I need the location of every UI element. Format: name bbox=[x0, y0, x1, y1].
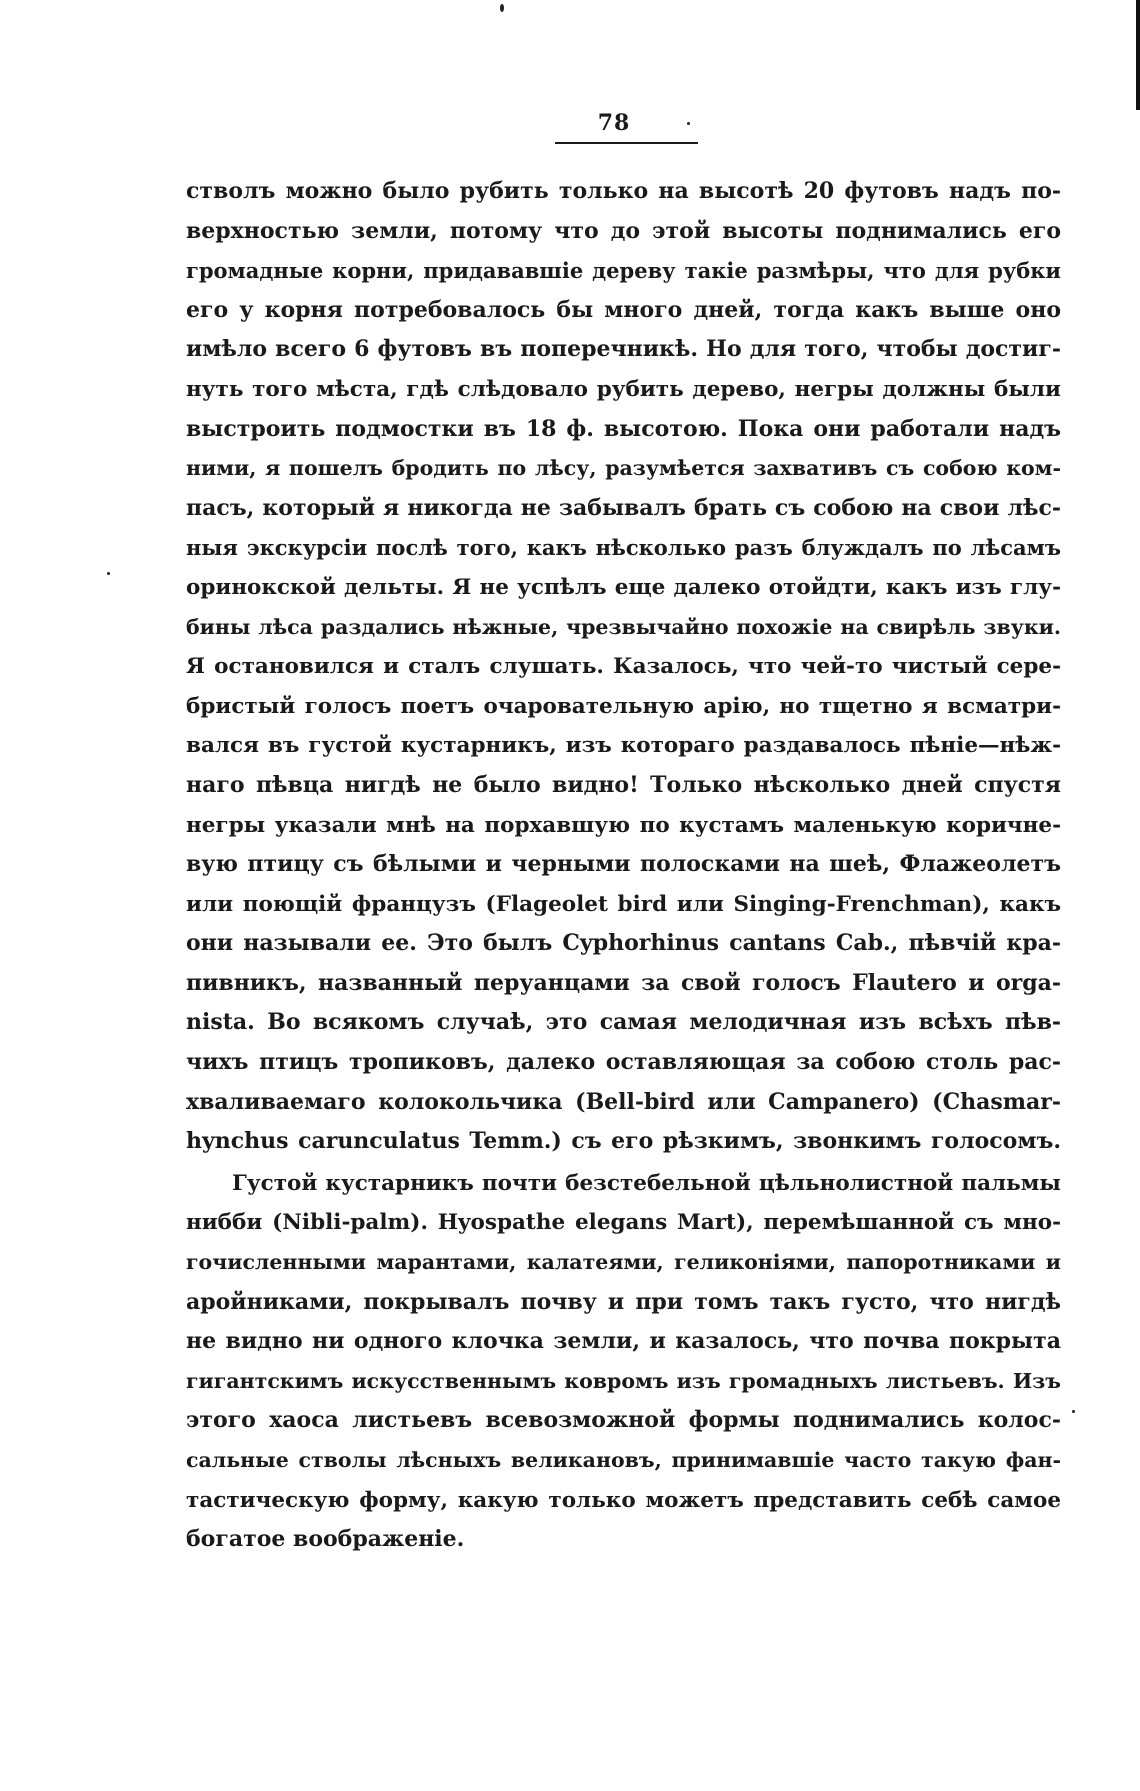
text-line: этого хаоса листьевъ всевозможной формы поднимались колос- bbox=[186, 1407, 1061, 1434]
text-line: гигантскимъ искусственнымъ ковромъ изъ громадныхъ листьевъ. Изъ bbox=[186, 1368, 1061, 1393]
text-line: громадные корни, придававшіе дереву такіе размѣры, что для рубки bbox=[186, 258, 1061, 284]
text-line: оринокской дельты. Я не успѣлъ еще далеко отойдти, какъ изъ глу- bbox=[186, 574, 1061, 600]
body-text bbox=[186, 172, 1061, 1560]
text-line: выстроить подмостки въ 18 ф. высотою. Пока они работали надъ bbox=[186, 415, 1061, 442]
text-line: верхностью земли, потому что до этой высоты поднимались его bbox=[186, 217, 1061, 244]
text-line: имѣло всего 6 футовъ въ поперечникѣ. Но для того, чтобы достиг- bbox=[186, 336, 1061, 363]
text-line: ними, я пошелъ бродить по лѣсу, разумѣется захвативъ съ собою ком- bbox=[186, 456, 1061, 481]
text-line: тастическую форму, какую только можетъ представить себѣ самое bbox=[186, 1487, 1061, 1513]
text-line: Густой кустарникъ почти безстебельной цѣльнолистной пальмы bbox=[232, 1170, 1061, 1196]
text-line: вался въ густой кустарникъ, изъ котораго раздавалось пѣніе—нѣж- bbox=[186, 733, 1061, 759]
text-line: чихъ птицъ тропиковъ, далеко оставляющая за собою столь рас- bbox=[186, 1049, 1061, 1076]
text-line: не видно ни одного клочка земли, и казалось, что почва покрыта bbox=[186, 1328, 1061, 1355]
scan-speck bbox=[500, 4, 504, 12]
binding-edge bbox=[1122, 0, 1140, 110]
text-line: пивникъ, названный перуанцами за свой голосъ Flautero и orga- bbox=[186, 969, 1061, 996]
paragraph bbox=[186, 172, 1061, 1162]
text-line: хваливаемаго колокольчика (Bell-bird или Campanero) (Chasmar- bbox=[186, 1088, 1061, 1115]
text-line: нуть того мѣста, гдѣ слѣдовало рубить дерево, негры должны были bbox=[186, 376, 1061, 402]
text-line: бристый голосъ поетъ очаровательную арію, но тщетно я всматри- bbox=[186, 693, 1061, 719]
scan-speck bbox=[107, 572, 110, 575]
scan-speck bbox=[1072, 1410, 1075, 1413]
page-number bbox=[0, 110, 1140, 136]
paragraph bbox=[186, 1164, 1061, 1560]
text-line: гочисленными марантами, калатеями, геликоніями, папоротниками и bbox=[186, 1250, 1061, 1275]
text-line: ныя экскурсіи послѣ того, какъ нѣсколько разъ блуждалъ по лѣсамъ bbox=[186, 535, 1061, 561]
text-line: его у корня потребовалось бы много дней, тогда какъ выше оно bbox=[186, 296, 1061, 323]
text-line: пасъ, который я никогда не забывалъ брать съ собою на свои лѣс- bbox=[186, 494, 1061, 521]
text-line: наго пѣвца нигдѣ не было видно! Только нѣсколько дней спустя bbox=[186, 771, 1061, 798]
header-rule bbox=[555, 142, 698, 144]
text-line: сальные стволы лѣсныхъ великановъ, принимавшіе часто такую фан- bbox=[186, 1448, 1061, 1472]
text-line: богатое воображеніе. bbox=[186, 1526, 465, 1553]
text-line: или поющій французъ (Flageolet bird или Singing-Frenchman), какъ bbox=[186, 891, 1061, 917]
text-line: hynchus carunculatus Temm.) съ его рѣзкимъ, звонкимъ голосомъ. bbox=[186, 1128, 1061, 1155]
text-line: аройниками, покрывалъ почву и при томъ такъ густо, что нигдѣ bbox=[186, 1288, 1061, 1315]
text-line: бины лѣса раздались нѣжные, чрезвычайно похожіе на свирѣль звуки. bbox=[186, 614, 1061, 639]
page-number-text: 78 bbox=[597, 110, 631, 136]
text-line: вую птицу съ бѣлыми и черными полосками на шеѣ, Флажеолетъ bbox=[186, 851, 1061, 878]
text-line: nista. Во всякомъ случаѣ, это самая мелодичная изъ всѣхъ пѣв- bbox=[186, 1009, 1061, 1036]
text-line: нибби (Nibli-palm). Hyospathe elegans Mart), перемѣшанной съ мно- bbox=[186, 1210, 1061, 1236]
text-line: они называли ее. Это былъ Cyphorhinus cantans Cab., пѣвчій кра- bbox=[186, 930, 1061, 957]
text-line: негры указали мнѣ на порхавшую по кустамъ маленькую коричне- bbox=[186, 812, 1061, 838]
text-line: стволъ можно было рубить только на высотѣ 20 футовъ надъ по- bbox=[186, 178, 1061, 204]
text-line: Я остановился и сталъ слушать. Казалось, что чей-то чистый сере- bbox=[186, 654, 1061, 680]
